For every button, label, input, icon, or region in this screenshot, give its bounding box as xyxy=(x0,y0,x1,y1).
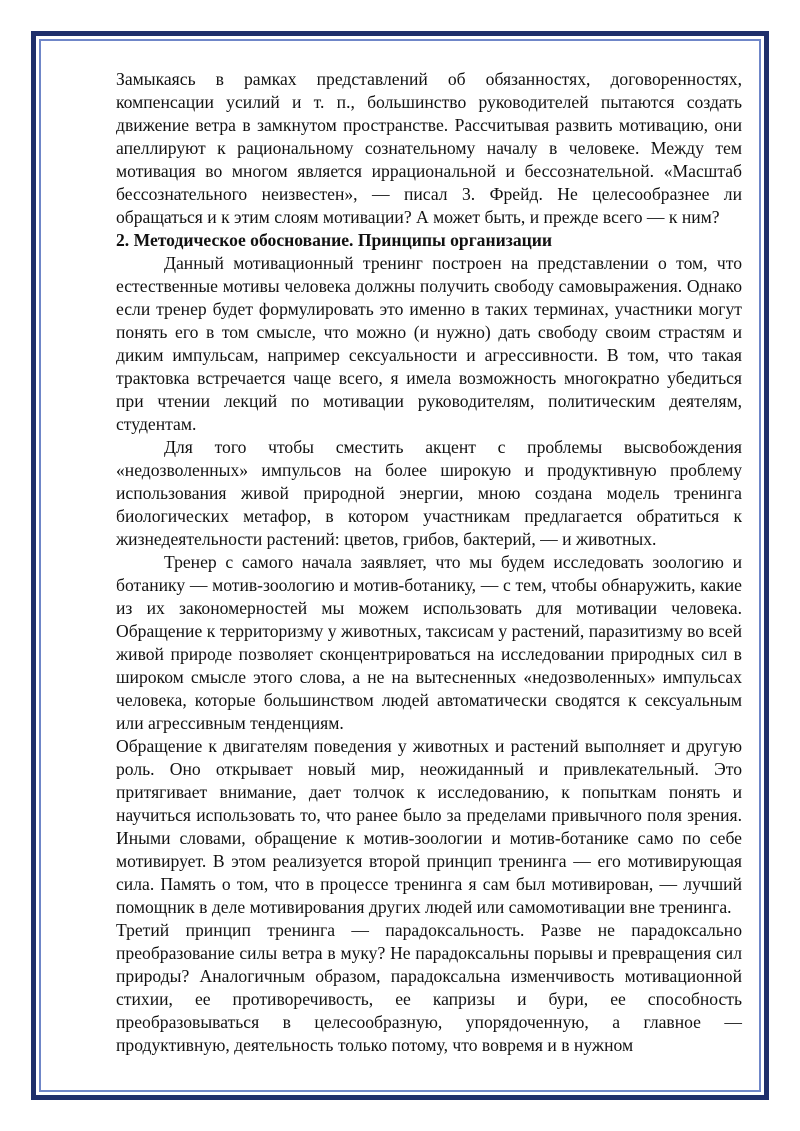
paragraph-5: Третий принцип тренинга — парадоксальность. Разве не парадоксально преобразование силы ветра в муку? Не парадоксальны порывы и превращения сил природы? Аналогичным образом, парадоксальна изменчивость мотивационной стихии, ее противоречивость, ее капризы и бури, ее способность преобразовываться в целесообразную, упорядоченную, а главное — продуктивную, деятельность только потому, что вовремя и в нужном xyxy=(116,920,742,1055)
paragraph-4: Обращение к двигателям поведения у животных и растений выполняет и другую роль. Оно открывает новый мир, неожиданный и привлекательный. Это притягивает внимание, дает толчок к исследованию, к попыткам понять и научиться использовать то, что ранее было за пределами привычного поля зрения. Иными словами, обращение к мотив-зоологии и мотив-ботанике само по себе мотивирует. В этом реализуется второй принцип тренинга — его мотивирующая сила. Память о том, что в процессе тренинга я сам был мотивирован, — лучший помощник в деле мотивирования других людей или самомотивации вне тренинга. xyxy=(116,736,742,917)
paragraph-3: Тренер с самого начала заявляет, что мы будем исследовать зоологию и ботанику — мотив-зоологию и мотив-ботанику, — с тем, чтобы обнаружить, какие из их закономерностей мы можем использовать для мотивации человека. Обращение к территоризму у животных, таксисам у растений, паразитизму во всей живой природе позволяет сконцентрироваться на исследовании природных сил в широком смысле этого слова, а не на вытесненных «недозволенных» импульсах человека, которые большинством людей автоматически сводятся к сексуальным или агрессивным тенденциям. xyxy=(116,552,742,733)
document-body xyxy=(116,68,742,1057)
section-heading: 2. Методическое обоснование. Принципы организации xyxy=(116,230,553,250)
paragraph-intro: Замыкаясь в рамках представлений об обязанностях, договоренностях, компенсации усилий и т. п., большинство руководителей пытаются создать движение ветра в замкнутом пространстве. Рассчитывая развить мотивацию, они апеллируют к рациональному сознательному началу в человеке. Между тем мотивация во многом является иррациональной и бессознательной. «Масштаб бессознательного неизвестен», — писал 3. Фрейд. Не целесообразнее ли обращаться и к этим слоям мотивации? А может быть, и прежде всего — к ним? xyxy=(116,69,742,227)
paragraph-1: Данный мотивационный тренинг построен на представлении о том, что естественные мотивы человека должны получить свободу самовыражения. Однако если тренер будет формулировать это именно в таких терминах, участники могут понять его в том смысле, что можно (и нужно) дать свободу своим страстям и диким импульсам, например сексуальности и агрессивности. В том, что такая трактовка встречается чаще всего, я имела возможность многократно убедиться при чтении лекций по мотивации руководителям, политическим деятелям, студентам. xyxy=(116,253,742,434)
paragraph-2: Для того чтобы сместить акцент с проблемы высвобождения «недозволенных» импульсов на более широкую и продуктивную проблему использования живой природной энергии, мною создана модель тренинга биологических метафор, в котором участникам предлагается обратиться к жизнедеятельности растений: цветов, грибов, бактерий, — и животных. xyxy=(116,437,742,549)
